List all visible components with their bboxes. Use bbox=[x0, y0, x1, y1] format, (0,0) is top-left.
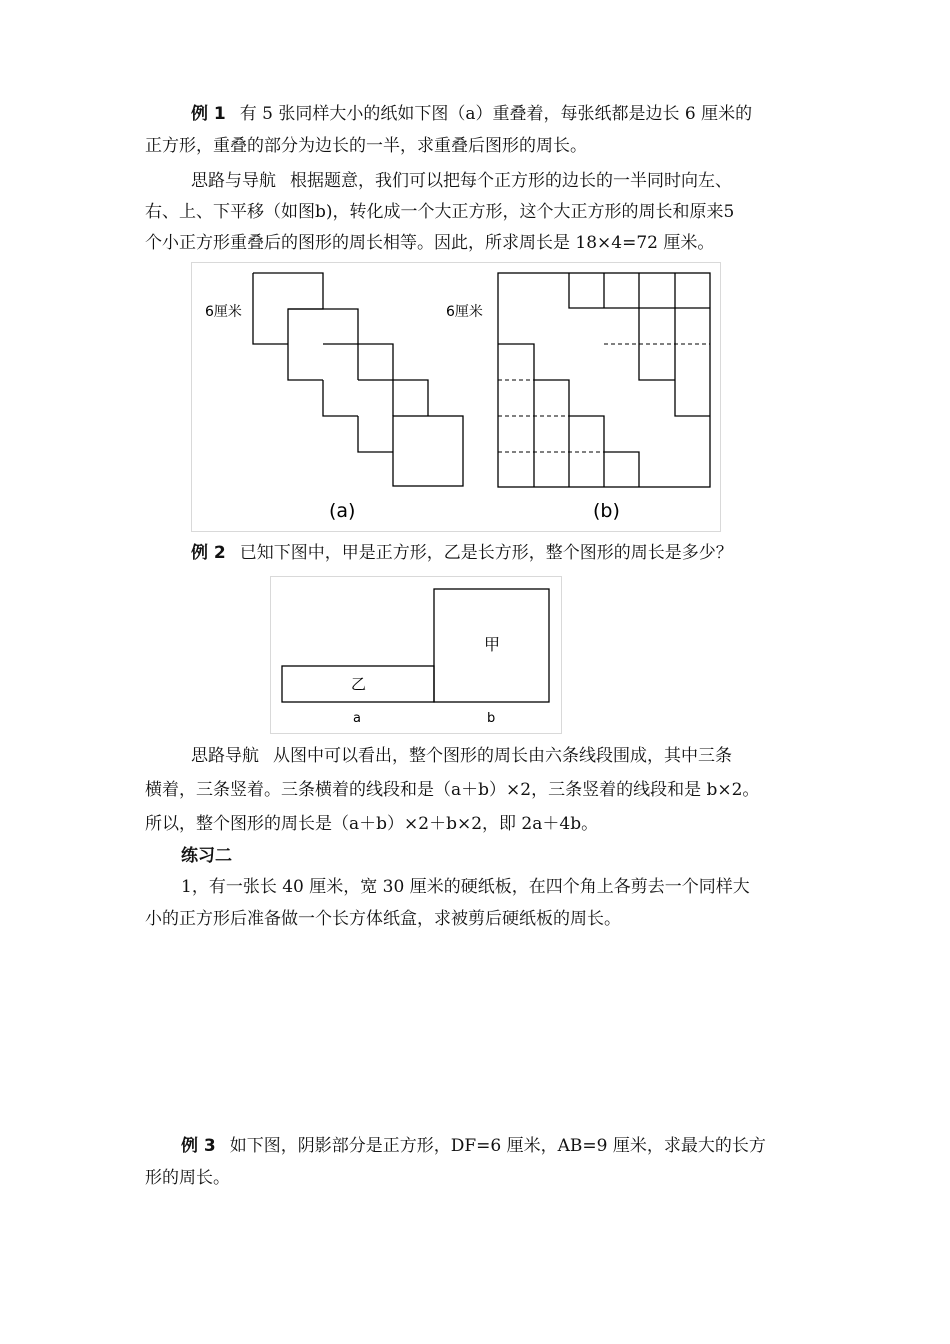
figure-1-svg bbox=[192, 263, 720, 531]
ex1-hint-line2: 右、上、下平移（如图b)，转化成一个大正方形，这个大正方形的周长和原来5 bbox=[145, 202, 735, 222]
square-a4-left bbox=[358, 416, 393, 452]
figure-2-svg bbox=[271, 577, 561, 733]
ex1-label: 例 1 bbox=[191, 104, 226, 124]
square-a3-left bbox=[323, 380, 358, 416]
ex2-hint-line3: 所以，整个图形的周长是（a＋b）×2＋b×2，即 2a＋4b。 bbox=[145, 814, 599, 834]
figure-b-caption: (b) bbox=[593, 500, 620, 522]
ex1-line2: 正方形，重叠的部分为边长的一半，求重叠后图形的周长。 bbox=[145, 136, 587, 156]
ex1-hint-label: 思路与导航 bbox=[191, 171, 276, 191]
square-a1-left bbox=[253, 273, 288, 344]
ex2-line1: 例 2 已知下图中，甲是正方形，乙是长方形，整个图形的周长是多少？ bbox=[191, 543, 733, 563]
figure-a-dim-label: 6厘米 bbox=[205, 304, 242, 320]
ex1-hint-line3: 个小正方形重叠后的图形的周长相等。因此，所求周长是 18×4=72 厘米。 bbox=[145, 233, 715, 253]
ex1-text1: 有 5 张同样大小的纸如下图（a）重叠着，每张纸都是边长 6 厘米的 bbox=[239, 104, 753, 124]
practice-q1-line1: 1，有一张长 40 厘米，宽 30 厘米的硬纸板，在四个角上各剪去一个同样大 bbox=[181, 877, 750, 897]
ex3-line2: 形的周长。 bbox=[145, 1168, 230, 1188]
label-b: b bbox=[487, 711, 496, 726]
ex2-label: 例 2 bbox=[191, 543, 226, 563]
practice-q1-line2: 小的正方形后准备做一个长方体纸盒，求被剪后硬纸板的周长。 bbox=[145, 909, 621, 929]
label-a: a bbox=[353, 711, 361, 726]
ex1-line1 bbox=[191, 103, 752, 125]
ex2-hint-line1: 思路导航 从图中可以看出，整个图形的周长由六条线段围成，其中三条 bbox=[191, 746, 732, 766]
square-a2-left bbox=[288, 344, 323, 380]
figure-a-caption: (a) bbox=[329, 500, 356, 522]
ex3-label: 例 3 bbox=[181, 1136, 216, 1156]
ex3-line1: 例 3 如下图，阴影部分是正方形，DF=6 厘米，AB=9 厘米，求最大的长方 bbox=[181, 1136, 766, 1156]
practice-title: 练习二 bbox=[181, 846, 232, 866]
label-jia: 甲 bbox=[484, 635, 501, 654]
figure-2 bbox=[270, 576, 562, 734]
ex2-hint-label: 思路导航 bbox=[191, 746, 259, 766]
ex2-hint-line2: 横着，三条竖着。三条横着的线段和是（a＋b）×2，三条竖着的线段和是 b×2。 bbox=[145, 780, 760, 800]
figure-b-dim-label: 6厘米 bbox=[446, 304, 483, 320]
figure-1 bbox=[191, 262, 721, 532]
label-yi: 乙 bbox=[351, 675, 367, 693]
figure-a-squares bbox=[253, 273, 463, 486]
square-a5 bbox=[393, 416, 463, 486]
ex1-hint-line1: 思路与导航 根据题意，我们可以把每个正方形的边长的一半同时向左、 bbox=[191, 171, 732, 191]
